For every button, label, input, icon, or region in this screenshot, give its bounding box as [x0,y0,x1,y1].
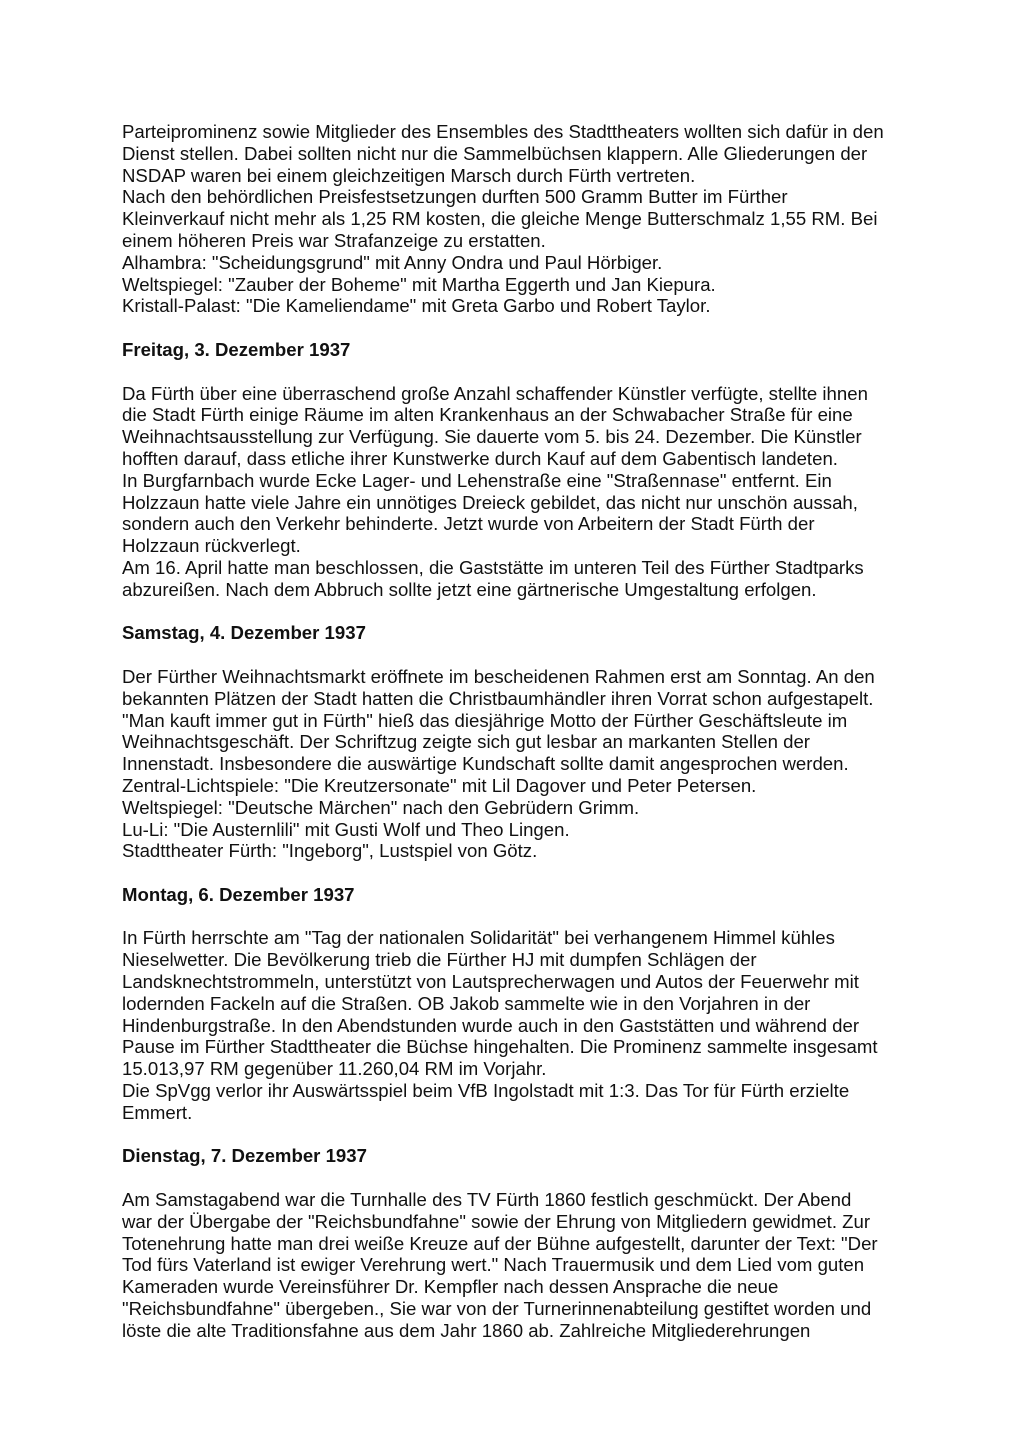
text-line: 15.013,97 RM gegenüber 11.260,04 RM im Vorjahr. [122,1058,547,1080]
text-line: In Fürth herrschte am "Tag der nationalen Solidarität" bei verhangenem Himmel kühles [122,927,835,949]
text-line: hofften darauf, dass etliche ihrer Kunstwerke durch Kauf auf dem Gabentisch landeten. [122,447,838,469]
section-heading: Dienstag, 7. Dezember 1937 [122,1145,367,1167]
text-line: Da Fürth über eine überraschend große Anzahl schaffender Künstler verfügte, stellte ihnen [122,382,868,404]
text-line: Kleinverkauf nicht mehr als 1,25 RM kosten, die gleiche Menge Butterschmalz 1,55 RM. Bei [122,208,878,230]
text-line: In Burgfarnbach wurde Ecke Lager- und Lehenstraße eine "Straßennase" entfernt. Ein [122,469,832,491]
intro-paragraph [122,121,1024,317]
text-line: Emmert. [122,1101,193,1123]
text-line: Der Fürther Weihnachtsmarkt eröffnete im bescheidenen Rahmen erst am Sonntag. An den [122,665,875,687]
text-line: Weltspiegel: "Deutsche Märchen" nach den Gebrüdern Grimm. [122,796,640,818]
text-line: Stadttheater Fürth: "Ingeborg", Lustspiel von Götz. [122,840,538,862]
text-line: Lu-Li: "Die Austernlili" mit Gusti Wolf und Theo Lingen. [122,818,570,840]
text-line: Hindenburgstraße. In den Abendstunden wurde auch in den Gaststätten und während der [122,1014,860,1036]
text-line: "Reichsbundfahne" übergeben., Sie war von der Turnerinnenabteilung gestiftet worden und [122,1298,872,1320]
section-heading: Samstag, 4. Dezember 1937 [122,622,366,644]
text-line: Nieselwetter. Die Bevölkerung trieb die Fürther HJ mit dumpfen Schlägen der [122,949,757,971]
text-line: Kristall-Palast: "Die Kameliendame" mit Greta Garbo und Robert Taylor. [122,295,711,317]
text-line: NSDAP waren bei einem gleichzeitigen Marsch durch Fürth vertreten. [122,164,696,186]
text-line: "Man kauft immer gut in Fürth" hieß das diesjährige Motto der Fürther Geschäftsleute im [122,709,848,731]
text-line: Weihnachtsausstellung zur Verfügung. Sie dauerte vom 5. bis 24. Dezember. Die Künstler [122,426,862,448]
text-line: war der Übergabe der "Reichsbundfahne" sowie der Ehrung von Mitgliedern gewidmet. Zur [122,1210,871,1232]
text-line: Innenstadt. Insbesondere die auswärtige Kundschaft sollte damit angesprochen werden. [122,753,849,775]
text-line: Zentral-Lichtspiele: "Die Kreutzersonate" mit Lil Dagover und Peter Petersen. [122,774,757,796]
text-line: Nach den behördlichen Preisfestsetzungen durften 500 Gramm Butter im Fürther [122,186,788,208]
text-line: Pause im Fürther Stadttheater die Büchse hingehalten. Die Prominenz sammelte insgesamt [122,1036,878,1058]
section-paragraph [122,383,1024,601]
section-freitag [122,339,1024,601]
text-line: Dienst stellen. Dabei sollten nicht nur die Sammelbüchsen klappern. Alle Gliederungen der [122,142,868,164]
text-line: Holzzaun rückverlegt. [122,535,301,557]
section-paragraph [122,927,1024,1123]
text-line: Parteiprominenz sowie Mitglieder des Ensembles des Stadttheaters wollten sich dafür in den [122,121,884,142]
text-line: lodernden Fackeln auf die Straßen. OB Jakob sammelte wie in den Vorjahren in der [122,992,811,1014]
text-line: Am Samstagabend war die Turnhalle des TV Fürth 1860 festlich geschmückt. Der Abend [122,1189,852,1211]
section-montag [122,884,1024,1124]
text-line: Totenehrung hatte man drei weiße Kreuze auf der Bühne aufgestellt, darunter der Text: "Der [122,1232,878,1254]
text-line: bekannten Plätzen der Stadt hatten die Christbaumhändler ihren Vorrat schon aufgestapelt. [122,687,874,709]
section-paragraph [122,1189,1024,1342]
section-samstag [122,622,1024,862]
text-line: Die SpVgg verlor ihr Auswärtsspiel beim VfB Ingolstadt mit 1:3. Das Tor für Fürth erzielte [122,1080,850,1102]
section-heading: Montag, 6. Dezember 1937 [122,883,355,905]
text-line: Weihnachtsgeschäft. Der Schriftzug zeigte sich gut lesbar an markanten Stellen der [122,731,810,753]
text-line: die Stadt Fürth einige Räume im alten Krankenhaus an der Schwabacher Straße für eine [122,404,853,426]
text-line: einem höheren Preis war Strafanzeige zu erstatten. [122,229,546,251]
section-dienstag [122,1145,1024,1341]
text-line: löste die alte Traditionsfahne aus dem Jahr 1860 ab. Zahlreiche Mitgliederehrungen [122,1319,811,1341]
text-line: Alhambra: "Scheidungsgrund" mit Anny Ondra und Paul Hörbiger. [122,251,663,273]
text-line: Weltspiegel: "Zauber der Boheme" mit Martha Eggerth und Jan Kiepura. [122,273,716,295]
text-line: abzureißen. Nach dem Abbruch sollte jetzt eine gärtnerische Umgestaltung erfolgen. [122,578,817,600]
text-line: Landsknechtstrommeln, unterstützt von Lautsprecherwagen und Autos der Feuerwehr mit [122,971,859,993]
text-line: Kameraden wurde Vereinsführer Dr. Kempfler nach dessen Ansprache die neue [122,1276,779,1298]
section-heading: Freitag, 3. Dezember 1937 [122,338,351,360]
text-line: Am 16. April hatte man beschlossen, die Gaststätte im unteren Teil des Fürther Stadtparks [122,556,864,578]
section-paragraph [122,666,1024,862]
text-line: sondern auch den Verkehr behinderte. Jetzt wurde von Arbeitern der Stadt Fürth der [122,513,815,535]
text-line: Tod fürs Vaterland ist ewiger Verehrung wert." Nach Trauermusik und dem Lied vom guten [122,1254,865,1276]
text-line: Holzzaun hatte viele Jahre ein unnötiges Dreieck gebildet, das nicht nur unschön aussah, [122,491,858,513]
